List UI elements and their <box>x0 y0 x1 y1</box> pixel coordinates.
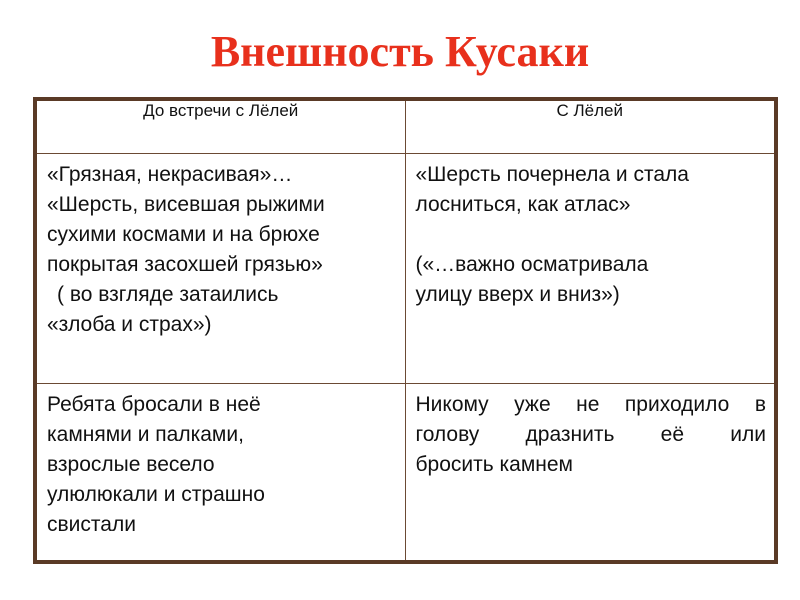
text-line: улюлюкали и страшно <box>47 483 265 506</box>
text-line: бросить камнем <box>415 453 573 476</box>
cell-treatment-before <box>35 384 405 563</box>
comparison-table <box>33 97 778 564</box>
text-line: голову дразнить её или <box>415 423 766 446</box>
text-line: камнями и палками, <box>47 423 244 446</box>
text-line: («…важно осматривала <box>415 253 649 276</box>
text-line: сухими космами и на брюхе <box>47 223 320 246</box>
text-line: Ребята бросали в неё <box>47 393 261 416</box>
text-line: улицу вверх и вниз») <box>415 283 620 306</box>
text-line: «Шерсть почернела и стала <box>415 163 689 186</box>
table-row <box>35 154 776 384</box>
slide-title: Внешность Кусаки <box>210 27 590 76</box>
text-line: свистали <box>47 513 136 536</box>
cell-appearance-before <box>35 154 405 384</box>
cell-appearance-after <box>405 154 776 384</box>
text-line: «Шерсть, висевшая рыжими <box>47 193 325 216</box>
text-line: покрытая засохшей грязью» <box>47 253 323 276</box>
text-line: лосниться, как атлас» <box>415 193 631 216</box>
text-line: взрослые весело <box>47 453 215 476</box>
header-with-lelya: С Лёлей <box>405 99 776 154</box>
cell-treatment-after <box>405 384 776 563</box>
text-line: «Грязная, некрасивая»… <box>47 163 293 186</box>
text-line: ( во взгляде затаились <box>57 283 279 306</box>
text-line: Никому уже не приходило в <box>415 393 766 416</box>
table-row <box>35 384 776 563</box>
table-header-row <box>35 99 776 154</box>
header-before-meeting: До встречи с Лёлей <box>35 99 405 154</box>
text-line: «злоба и страх») <box>47 313 212 336</box>
spacer <box>416 220 767 250</box>
